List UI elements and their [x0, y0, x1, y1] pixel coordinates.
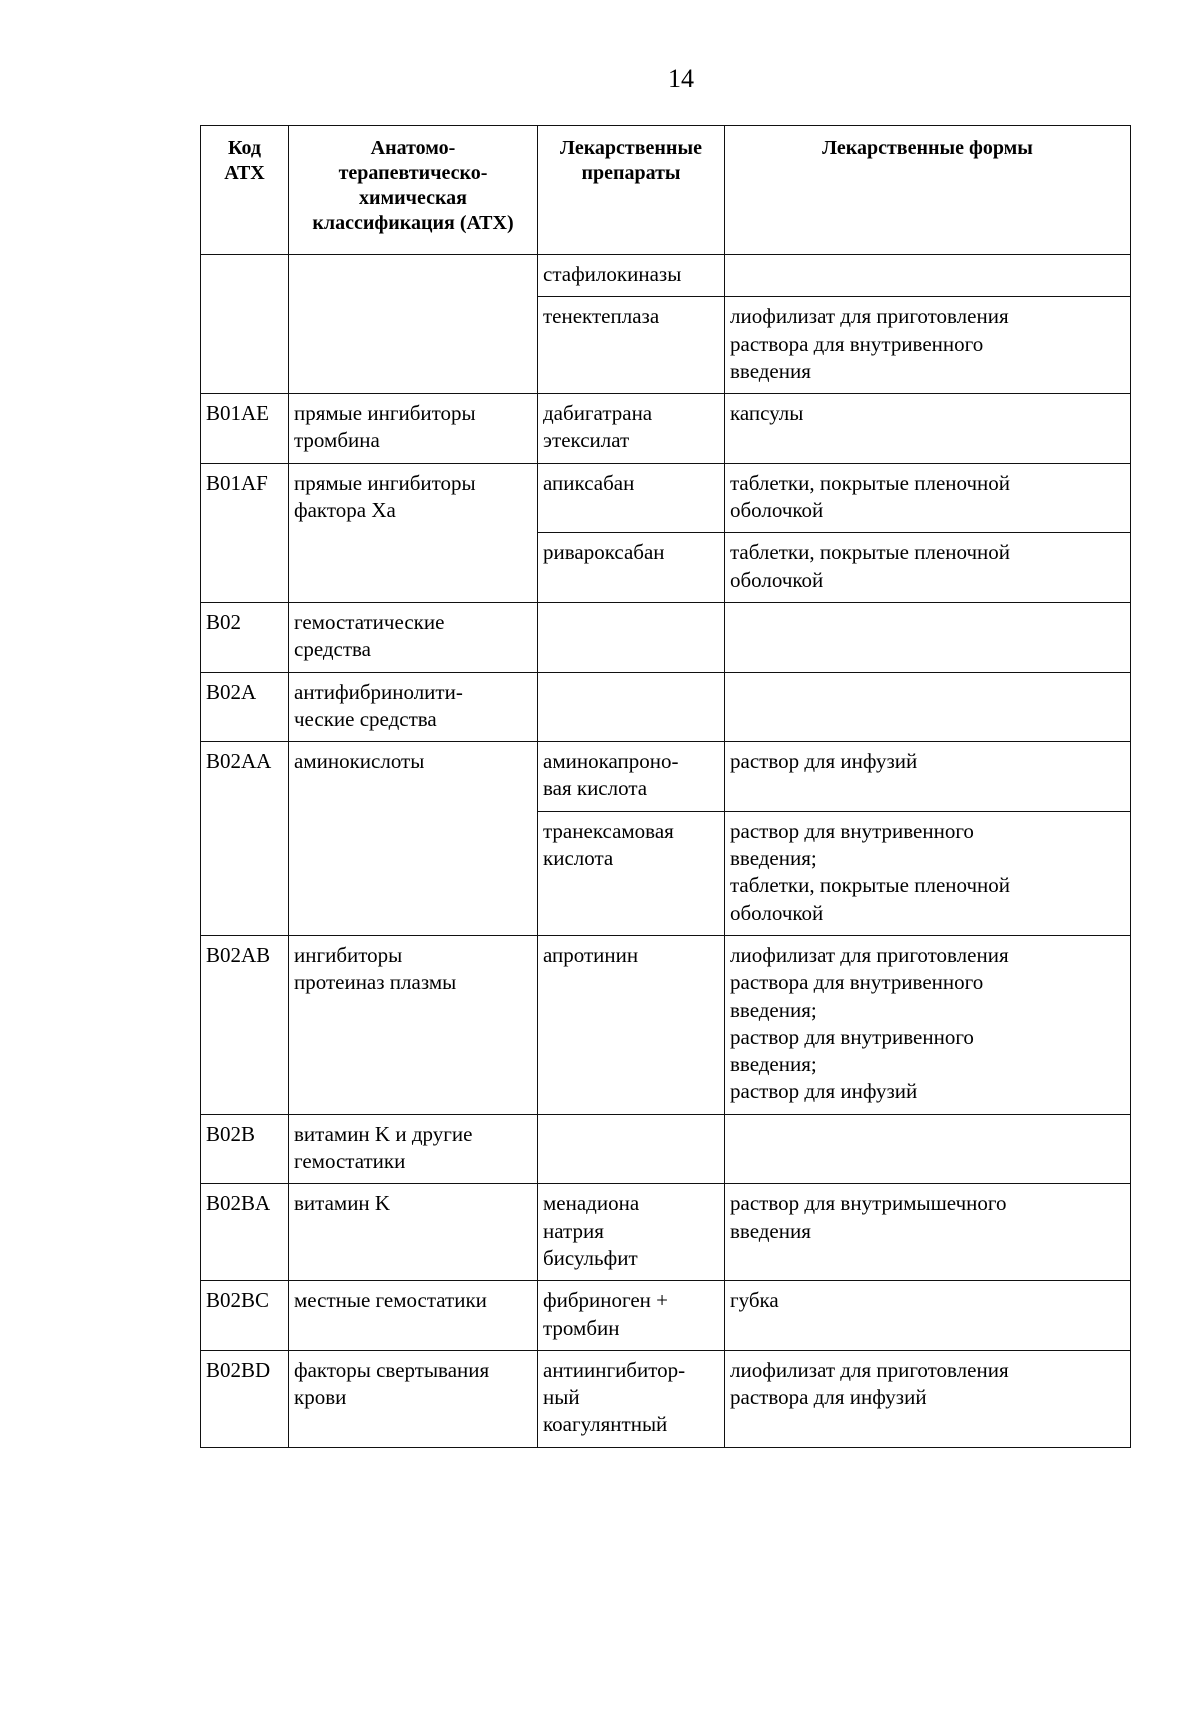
atx-class-cell: [289, 255, 538, 394]
atx-code-cell: [201, 255, 289, 394]
drug-cell: [538, 672, 725, 742]
atx-code-cell: B02B: [201, 1114, 289, 1184]
atx-code-cell: B02A: [201, 672, 289, 742]
atx-class-cell: витамин K: [289, 1184, 538, 1281]
atx-code-cell: B02BA: [201, 1184, 289, 1281]
form-cell: лиофилизат для приготовления раствора для внутривенного введения; раствор для внутривенного введения; раствор для инфузий: [725, 935, 1131, 1114]
drug-cell: апротинин: [538, 935, 725, 1114]
form-cell: раствор для внутримышечного введения: [725, 1184, 1131, 1281]
atx-class-cell: прямые ингибиторы фактора Ха: [289, 463, 538, 602]
drug-cell: фибриноген + тромбин: [538, 1281, 725, 1351]
form-cell: [725, 255, 1131, 297]
table-row: [201, 1350, 1131, 1447]
form-cell: [725, 672, 1131, 742]
drug-cell: дабигатрана этексилат: [538, 394, 725, 464]
atx-code-cell: B01AF: [201, 463, 289, 602]
form-cell: капсулы: [725, 394, 1131, 464]
table-row: [201, 1184, 1131, 1281]
drug-cell: тенектеплаза: [538, 297, 725, 394]
drug-cell: аминокапроно- вая кислота: [538, 742, 725, 812]
table-row: [201, 935, 1131, 1114]
atx-class-cell: местные гемостатики: [289, 1281, 538, 1351]
atx-code-cell: B01AE: [201, 394, 289, 464]
table-row: [201, 463, 1131, 533]
form-cell: раствор для внутривенного введения; таблетки, покрытые пленочной оболочкой: [725, 811, 1131, 935]
atx-code-cell: B02BC: [201, 1281, 289, 1351]
table-header-row: [201, 126, 1131, 255]
drug-cell: ривароксабан: [538, 533, 725, 603]
table-row: [201, 742, 1131, 812]
header-drugs: Лекарственные препараты: [538, 126, 725, 255]
drug-cell: [538, 1114, 725, 1184]
drug-cell: менадиона натрия бисульфит: [538, 1184, 725, 1281]
table-row: [201, 672, 1131, 742]
atx-class-cell: прямые ингибиторы тромбина: [289, 394, 538, 464]
atx-class-cell: гемостатические средства: [289, 602, 538, 672]
atx-class-cell: витамин K и другие гемостатики: [289, 1114, 538, 1184]
atx-class-cell: факторы свертывания крови: [289, 1350, 538, 1447]
header-atx-classification: Анатомо- терапевтическо- химическая классификация (АТХ): [289, 126, 538, 255]
page-number: 14: [668, 64, 694, 93]
drug-cell: транексамовая кислота: [538, 811, 725, 935]
table-row: [201, 1114, 1131, 1184]
drug-cell: [538, 602, 725, 672]
form-cell: [725, 602, 1131, 672]
atx-code-cell: B02: [201, 602, 289, 672]
form-cell: таблетки, покрытые пленочной оболочкой: [725, 533, 1131, 603]
atx-class-cell: аминокислоты: [289, 742, 538, 936]
form-cell: лиофилизат для приготовления раствора для внутривенного введения: [725, 297, 1131, 394]
table-row: [201, 602, 1131, 672]
header-atx-code: Код АТХ: [201, 126, 289, 255]
atx-code-cell: B02BD: [201, 1350, 289, 1447]
drug-cell: апиксабан: [538, 463, 725, 533]
drug-cell: антиингибитор- ный коагулянтный: [538, 1350, 725, 1447]
atx-drug-table: [200, 125, 1131, 1448]
form-cell: губка: [725, 1281, 1131, 1351]
header-dosage-forms: Лекарственные формы: [725, 126, 1131, 255]
table-row: [201, 255, 1131, 297]
atx-class-cell: ингибиторы протеиназ плазмы: [289, 935, 538, 1114]
form-cell: лиофилизат для приготовления раствора для инфузий: [725, 1350, 1131, 1447]
drug-cell: стафилокиназы: [538, 255, 725, 297]
atx-code-cell: B02AB: [201, 935, 289, 1114]
atx-code-cell: B02AA: [201, 742, 289, 936]
table-row: [201, 394, 1131, 464]
form-cell: таблетки, покрытые пленочной оболочкой: [725, 463, 1131, 533]
form-cell: раствор для инфузий: [725, 742, 1131, 812]
table-row: [201, 1281, 1131, 1351]
atx-class-cell: антифибринолити- ческие средства: [289, 672, 538, 742]
form-cell: [725, 1114, 1131, 1184]
